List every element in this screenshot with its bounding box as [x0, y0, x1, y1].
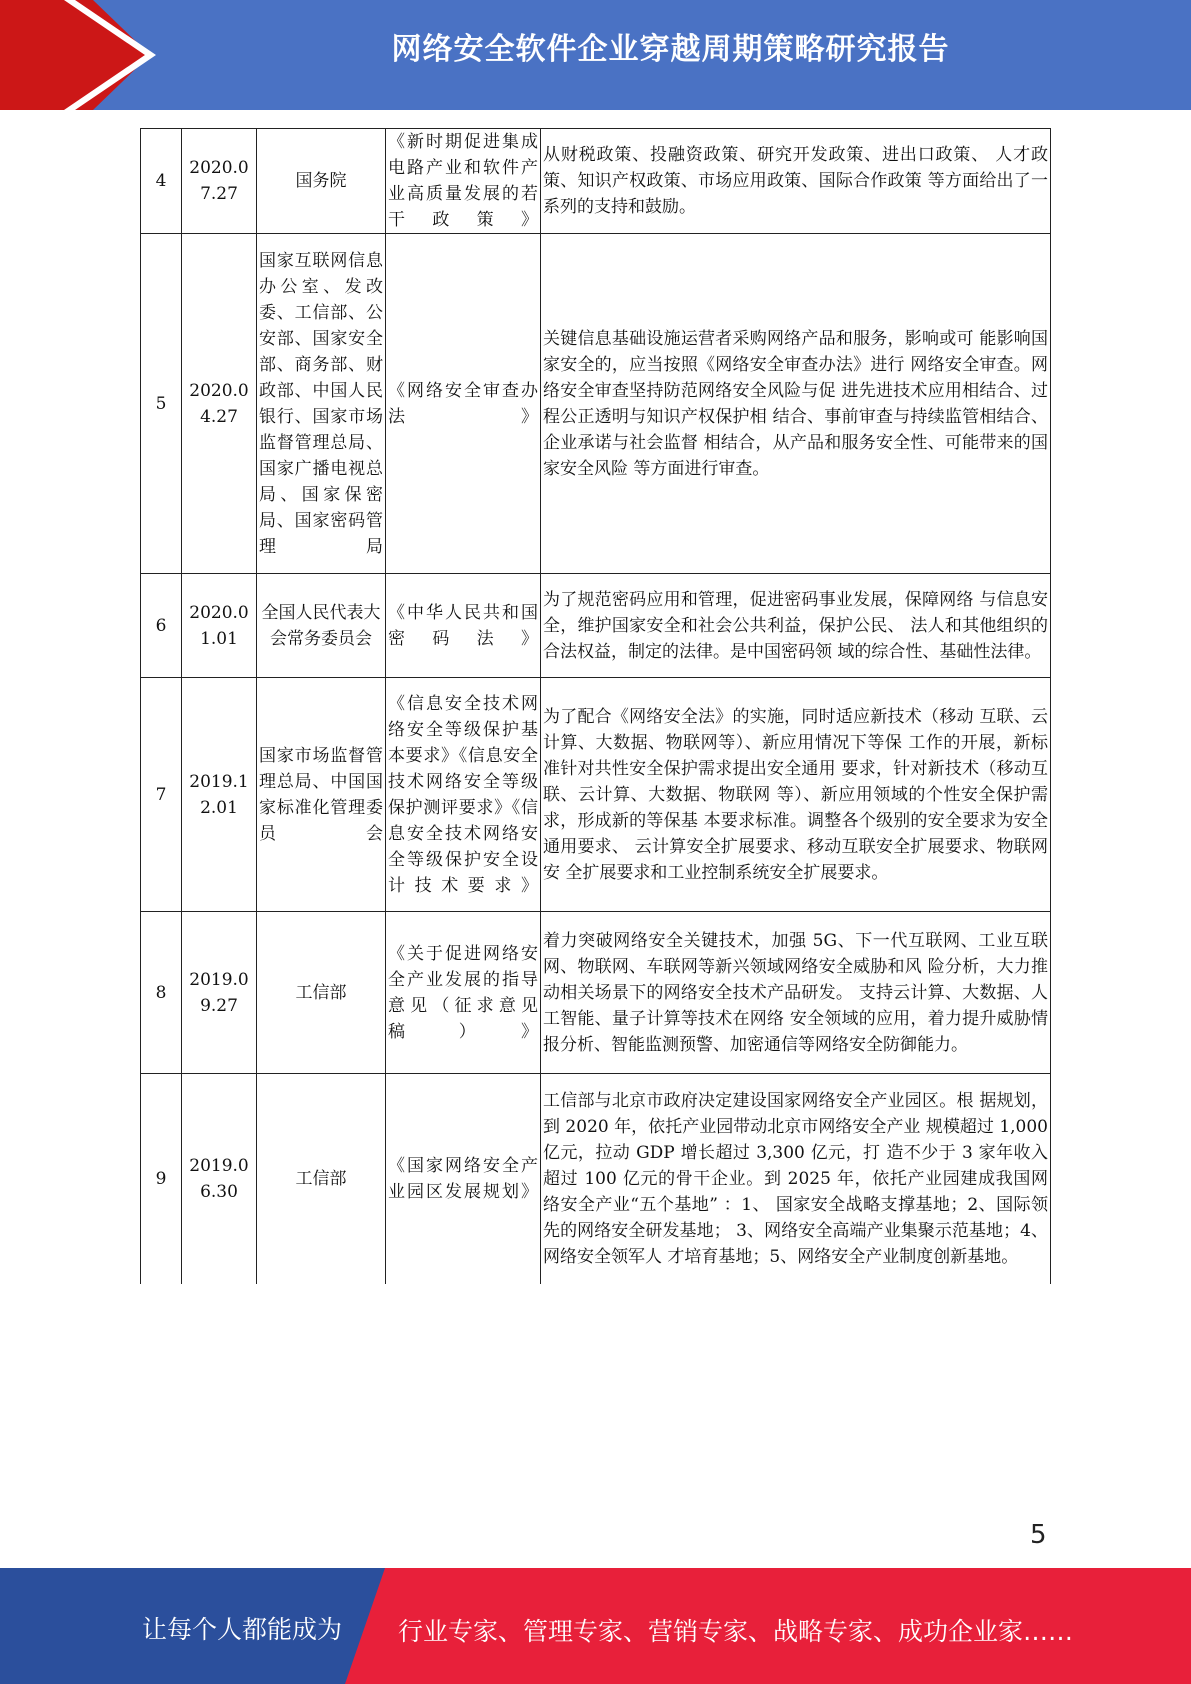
policy-description: 着力突破网络安全关键技术，加强 5G、下一代互联网、工业互联网、物联网、车联网等新兴领域网络安全威胁和风 险分析，大力推动相关场景下的网络安全技术产品研发。 支持云计算、大数据、人工智能、量子计算等技术在网络 安全领域的应用，着力提升威胁情报分析、智能监测预警、加密通信等网络安全防御能力。	[541, 912, 1051, 1074]
page-header	[0, 0, 1191, 110]
row-number: 7	[141, 678, 182, 912]
policy-name: 《新时期促进集成电路产业和软件产业高质量发展的若干政策》	[386, 129, 541, 234]
policy-description: 为了配合《网络安全法》的实施，同时适应新技术（移动 互联、云计算、大数据、物联网等）、新应用情况下等保 工作的开展，新标准针对共性安全保护需求提出安全通用 要求，针对新技术（移动互联、云计算、大数据、物联网 等）、新应用领域的个性安全保护需求，形成新的等保基 本要求标准。调整各个级别的安全要求为安全通用要求、 云计算安全扩展要求、移动互联安全扩展要求、物联网安 全扩展要求和工业控制系统安全扩展要求。	[541, 678, 1051, 912]
policy-name: 《国家网络安全产业园区发展规划》	[386, 1074, 541, 1284]
policy-name: 《信息安全技术网络安全等级保护基本要求》《信息安全技术网络安全等级保护测评要求》《信息安全技术网络安全等级保护安全设计技术要求》	[386, 678, 541, 912]
policy-table	[140, 128, 1051, 1284]
policy-description: 工信部与北京市政府决定建设国家网络安全产业园区。根 据规划，到 2020 年，依托产业园带动北京市网络安全产业 规模超过 1,000 亿元，拉动 GDP 增长超过 3,300 亿元，打 造不少于 3 家年收入超过 100 亿元的骨干企业。到 2025 年，依托产业园建成我国网络安全产业“五个基地” ：1、 国家安全战略支撑基地；2、国际领先的网络安全研发基地； 3、网络安全高端产业集聚示范基地；4、网络安全领军人 才培育基地；5、网络安全产业制度创新基地。	[541, 1074, 1051, 1284]
footer-slogan-left: 让每个人都能成为	[142, 1615, 343, 1644]
issue-date: 2020.01.01	[182, 574, 257, 678]
table-row	[141, 1074, 1051, 1284]
table-row	[141, 912, 1051, 1074]
table-row	[141, 129, 1051, 234]
footer-slogan-right: 行业专家、管理专家、营销专家、战略专家、成功企业家……	[398, 1617, 1074, 1646]
page-number: 5	[1030, 1520, 1047, 1550]
row-number: 9	[141, 1074, 182, 1284]
report-title: 网络安全软件企业穿越周期策略研究报告	[391, 32, 950, 67]
row-number: 6	[141, 574, 182, 678]
policy-name: 《网络安全审查办法》	[386, 234, 541, 574]
policy-name: 《关于促进网络安全产业发展的指导意见（征求意见稿）》	[386, 912, 541, 1074]
header-red-arrow-decoration	[0, 0, 150, 110]
issue-date: 2020.07.27	[182, 129, 257, 234]
row-number: 8	[141, 912, 182, 1074]
policy-description: 为了规范密码应用和管理，促进密码事业发展，保障网络 与信息安全，维护国家安全和社会公共利益，保护公民、 法人和其他组织的合法权益，制定的法律。是中国密码领 域的综合性、基础性法律。	[541, 574, 1051, 678]
policy-description: 关键信息基础设施运营者采购网络产品和服务，影响或可 能影响国家安全的，应当按照《网络安全审查办法》进行 网络安全审查。网络安全审查坚持防范网络安全风险与促 进先进技术应用相结合、过程公正透明与知识产权保护相 结合、事前审查与持续监管相结合、企业承诺与社会监督 相结合，从产品和服务安全性、可能带来的国家安全风险 等方面进行审查。	[541, 234, 1051, 574]
table-row	[141, 574, 1051, 678]
issuing-department: 工信部	[257, 1074, 386, 1284]
policy-description: 从财税政策、投融资政策、研究开发政策、进出口政策、 人才政策、知识产权政策、市场应用政策、国际合作政策 等方面给出了一系列的支持和鼓励。	[541, 129, 1051, 234]
table-row	[141, 234, 1051, 574]
issuing-department: 全国人民代表大会常务委员会	[257, 574, 386, 678]
page-footer	[0, 1568, 1191, 1684]
issue-date: 2019.06.30	[182, 1074, 257, 1284]
issuing-department: 国务院	[257, 129, 386, 234]
issue-date: 2019.12.01	[182, 678, 257, 912]
table-row	[141, 678, 1051, 912]
policy-name: 《中华人民共和国密码法》	[386, 574, 541, 678]
issue-date: 2019.09.27	[182, 912, 257, 1074]
issuing-department: 国家市场监督管理总局、中国国家标准化管理委员会	[257, 678, 386, 912]
row-number: 5	[141, 234, 182, 574]
issue-date: 2020.04.27	[182, 234, 257, 574]
issuing-department: 工信部	[257, 912, 386, 1074]
row-number: 4	[141, 129, 182, 234]
issuing-department: 国家互联网信息办公室、发改委、工信部、公安部、国家安全部、商务部、财政部、中国人民银行、国家市场监督管理总局、国家广播电视总局、国家保密局、国家密码管理局	[257, 234, 386, 574]
